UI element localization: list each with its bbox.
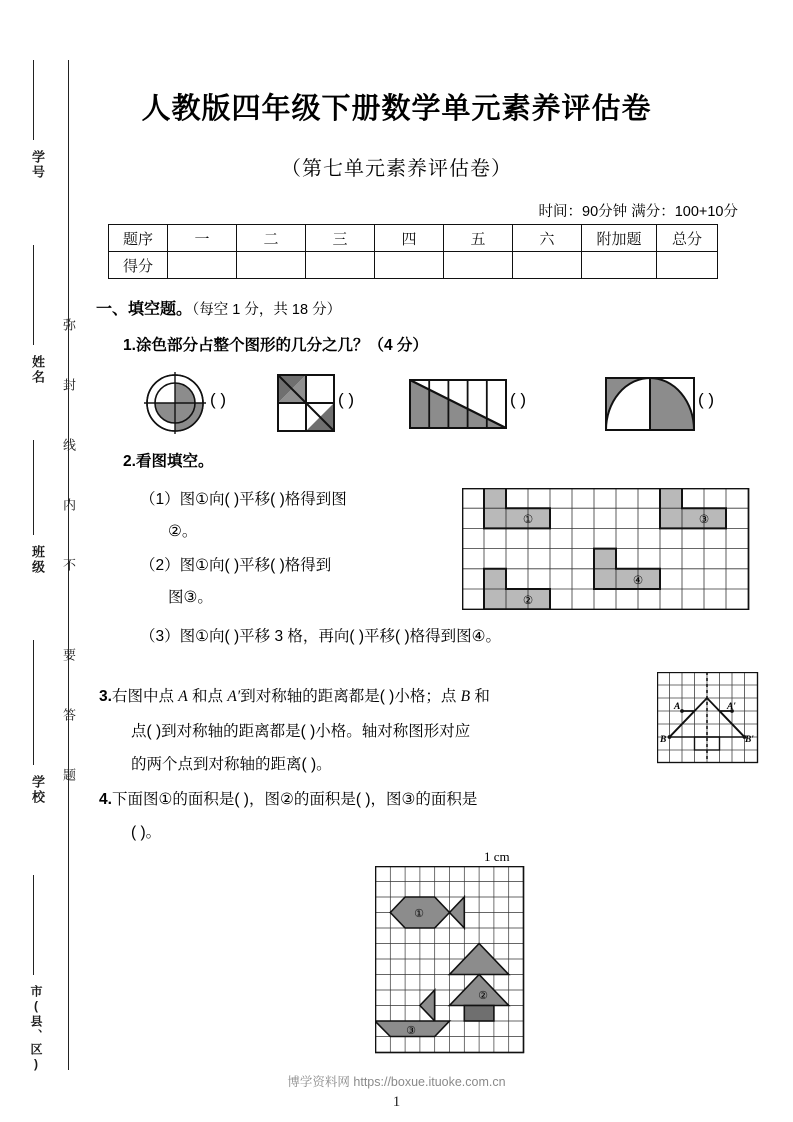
- seal-char-7: 答: [61, 708, 76, 721]
- section-one-note: （每空 1 分，共 18 分）: [192, 302, 342, 318]
- q3-l1b: 和点: [187, 688, 228, 705]
- q3-l1d: 和: [470, 688, 490, 705]
- question-2-heading: [123, 449, 213, 471]
- question-4-body: 下面图①的面积是( )，图②的面积是( )，图③的面积是: [111, 791, 478, 808]
- table-row-header: [109, 225, 718, 252]
- seal-char-6: 要: [61, 648, 76, 661]
- q2-shape-label-4: ④: [632, 575, 644, 587]
- field-label-city: 市(县、区): [29, 985, 43, 1073]
- score-cell-6[interactable]: [513, 252, 582, 279]
- q3-point-A: A: [178, 688, 188, 705]
- score-cell-extra[interactable]: [582, 252, 657, 279]
- score-col-total: 总分: [657, 225, 718, 252]
- q4-shape-label-1: ①: [414, 908, 424, 920]
- q2-item-3-line: （3）图①向( )平移 3 格，再向( )平移( )格得到图④。: [140, 628, 502, 645]
- question-1-number: 1.: [123, 337, 136, 354]
- question-2-title: 看图填空。: [135, 453, 214, 470]
- question-3-line-3: 的两个点到对称轴的距离( )。: [131, 756, 332, 773]
- field-label-student-id: 学号: [30, 150, 45, 180]
- page-title: 人教版四年级下册数学单元素养评估卷: [141, 93, 652, 125]
- q4-shape-label-3: ③: [406, 1025, 416, 1037]
- q4-scale-label: 1 cm: [484, 849, 510, 864]
- q3-symmetry-figure: [657, 672, 761, 766]
- field-label-class: 班级: [30, 545, 45, 575]
- question-3-number: 3.: [99, 688, 112, 705]
- seal-char-8: 题: [61, 768, 76, 781]
- score-col-3: 三: [306, 225, 375, 252]
- score-cell-total[interactable]: [657, 252, 718, 279]
- score-col-4: 四: [375, 225, 444, 252]
- fill-line-city: [33, 875, 34, 975]
- q2-translation-grid: [462, 488, 754, 610]
- fill-line-school: [33, 640, 34, 765]
- q3-point-marker-B: [668, 735, 672, 739]
- page-subtitle: （第七单元素养评估卷）: [281, 158, 512, 180]
- seal-char-4: 内: [61, 498, 76, 511]
- question-3-line-2: 点( )到对称轴的距离都是( )小格。轴对称图形对应: [131, 723, 471, 740]
- field-label-school: 学校: [30, 775, 45, 805]
- q2-item-2-line: （2）图①向( )平移( )格得到: [140, 557, 332, 574]
- seal-char-2: 封: [61, 378, 76, 391]
- score-row-label-2: 得分: [109, 252, 168, 279]
- score-col-2: 二: [237, 225, 306, 252]
- q4-shape-label-2: ②: [478, 990, 488, 1002]
- q3-point-B: B: [460, 688, 471, 705]
- seal-char-3: 线: [61, 438, 76, 451]
- fill-line-class: [33, 440, 34, 535]
- section-one-heading: [96, 296, 341, 319]
- question-4-line-2: ( )。: [131, 824, 162, 841]
- exam-meta: 时间：90分钟 满分：100+10分: [538, 204, 738, 220]
- q3-label-A-prime: A′: [727, 702, 737, 712]
- q3-label-B: B: [660, 735, 667, 745]
- table-row-scores: [109, 252, 718, 279]
- score-cell-3[interactable]: [306, 252, 375, 279]
- score-row-label-1: 题序: [109, 225, 168, 252]
- q3-point-marker-A: [680, 709, 684, 713]
- q1-figure-rect-arcs: [604, 376, 696, 432]
- q4-shape-2-rect: [464, 1006, 494, 1022]
- section-one-title: 一、填空题。: [96, 301, 193, 318]
- q3-l1c: 到对称轴的距离都是( )小格；点: [240, 688, 461, 705]
- q2-item-1-cont: ②。: [168, 523, 198, 540]
- seal-char-5: 不: [61, 558, 76, 571]
- q1-answer-bracket-3[interactable]: ( ): [510, 390, 527, 409]
- score-col-1: 一: [168, 225, 237, 252]
- q1-answer-bracket-4[interactable]: ( ): [698, 390, 715, 409]
- q3-label-A: A: [674, 702, 681, 712]
- seal-char-1: 弥: [61, 318, 76, 331]
- q2-item-1-line: （1）图①向( )平移( )格得到图: [140, 491, 347, 508]
- q3-label-B-prime: B′: [745, 735, 755, 745]
- q2-shape-label-1: ①: [522, 514, 534, 526]
- question-3-line-1: [99, 684, 490, 706]
- q2-shape-label-3: ③: [698, 514, 710, 526]
- score-table: [108, 224, 718, 279]
- q1-figure-strips-diagonal: [408, 378, 508, 430]
- q1-figure-square-diagonal: [276, 373, 336, 433]
- footer-site: 博学资料网 https://boxue.ituoke.com.cn: [287, 1075, 506, 1089]
- score-col-6: 六: [513, 225, 582, 252]
- page-number: 1: [392, 1094, 401, 1110]
- fill-line-name: [33, 245, 34, 345]
- score-col-extra: 附加题: [582, 225, 657, 252]
- score-cell-2[interactable]: [237, 252, 306, 279]
- q1-figure-concentric-circle: [140, 368, 210, 438]
- score-cell-4[interactable]: [375, 252, 444, 279]
- question-4-number: 4.: [99, 791, 112, 808]
- q2-item-2-cont: 图③。: [168, 589, 213, 606]
- question-4-line-1: [99, 787, 477, 809]
- score-cell-1[interactable]: [168, 252, 237, 279]
- question-1-text: [123, 333, 428, 355]
- field-label-name: 姓名: [30, 355, 45, 385]
- q1-answer-bracket-2[interactable]: ( ): [338, 390, 355, 409]
- q3-l1a: 右图中点: [111, 688, 179, 705]
- score-col-5: 五: [444, 225, 513, 252]
- score-cell-5[interactable]: [444, 252, 513, 279]
- question-2-number: 2.: [123, 453, 136, 470]
- q2-shape-label-2: ②: [522, 595, 534, 607]
- q3-point-A-prime: A′: [227, 688, 241, 705]
- question-1-body: 涂色部分占整个图形的几分之几？（4 分）: [135, 337, 428, 354]
- q4-area-grid: [375, 866, 525, 1056]
- q1-answer-bracket-1[interactable]: ( ): [210, 390, 227, 409]
